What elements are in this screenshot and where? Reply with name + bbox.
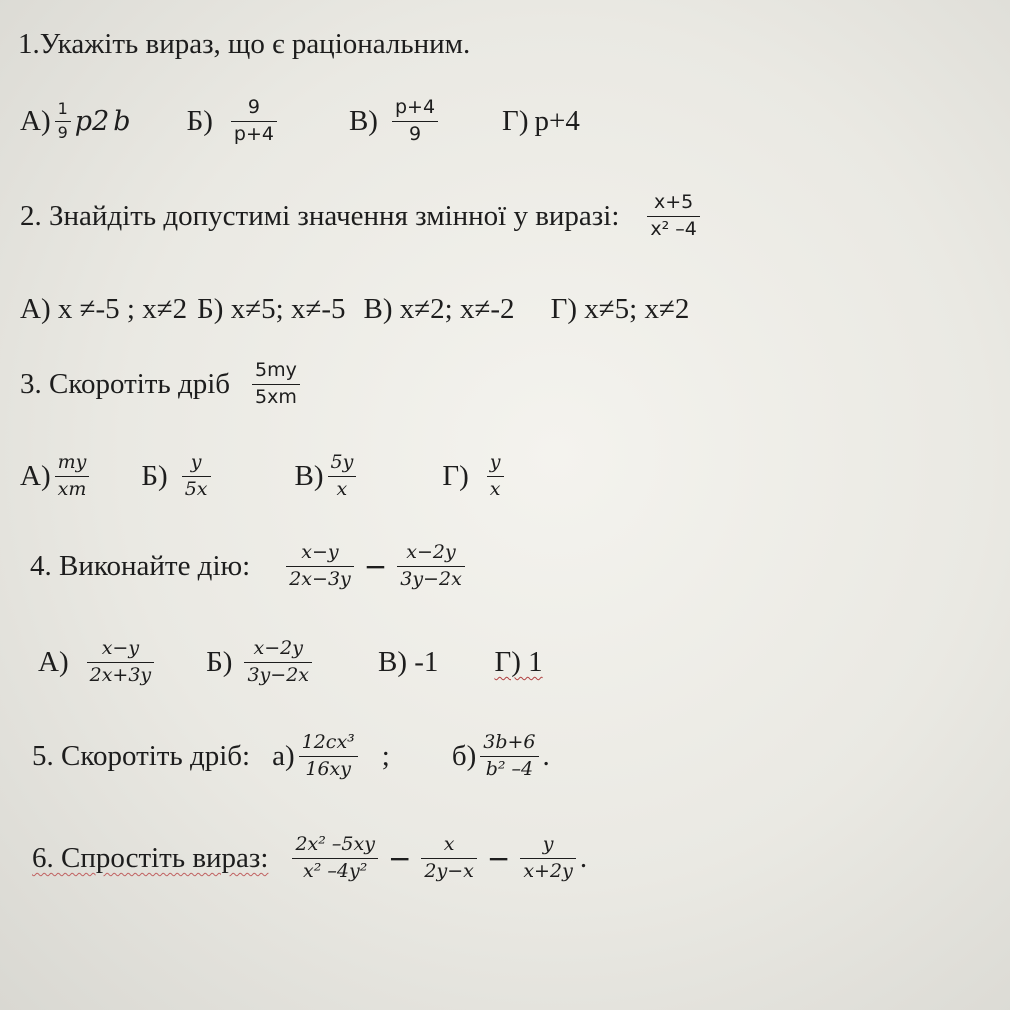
q2-expression xyxy=(647,192,700,241)
q6-period: . xyxy=(579,841,588,874)
q3-option-d xyxy=(442,452,507,501)
q1-option-c-fraction xyxy=(392,97,438,146)
q1-b-den: p+4 xyxy=(233,122,274,145)
fraction-bar xyxy=(480,756,538,757)
q6-fraction-2 xyxy=(421,834,476,883)
q1-option-b xyxy=(187,97,281,146)
q4-option-a-fraction xyxy=(87,638,155,687)
q3-b-num: y xyxy=(190,451,202,473)
q5-part-a-fraction xyxy=(299,732,358,781)
q1-option-d-label: Г) xyxy=(502,104,529,137)
q4-a-num: x−y xyxy=(101,637,140,659)
q4-option-d: Г) 1 xyxy=(494,645,543,678)
q5-part-a-label: а) xyxy=(272,739,295,772)
q1-option-b-fraction xyxy=(231,97,277,146)
question-3-options xyxy=(20,452,508,501)
q3-option-b-fraction xyxy=(182,452,211,501)
fraction-bar xyxy=(55,121,71,122)
q2-option-c: В) x≠2; x≠-2 xyxy=(363,293,515,325)
fraction-bar xyxy=(421,858,476,859)
q1-option-c xyxy=(349,97,442,146)
q1-option-b-label: Б) xyxy=(186,104,213,137)
fraction-bar xyxy=(292,858,378,859)
q5-a-den: 16xy xyxy=(305,757,352,780)
q1-option-d-text: p+4 xyxy=(534,104,580,137)
question-3-text: 3. Скоротіть дріб xyxy=(20,367,231,400)
q4-f1-num: x−y xyxy=(301,541,339,563)
q2-option-d: Г) x≠5; x≠2 xyxy=(550,293,690,325)
q6-f3-den: x+2y xyxy=(523,859,573,882)
q3-a-den: xm xyxy=(57,477,87,500)
fraction-bar xyxy=(55,476,90,477)
q1-c-num: p+4 xyxy=(394,96,436,118)
q2-num: x+5 xyxy=(653,191,694,213)
q4-option-b xyxy=(206,638,316,687)
q2-option-a: А) x ≠-5 ; x≠2 xyxy=(20,293,188,325)
q1-c-den: 9 xyxy=(408,122,422,145)
question-6-text: 6. Спростіть вираз: xyxy=(32,841,269,874)
q6-f2-num: x xyxy=(443,833,455,855)
fraction-bar xyxy=(392,121,438,122)
q4-option-b-fraction xyxy=(244,638,312,687)
question-4-text: 4. Виконайте дію: xyxy=(30,549,251,582)
q3-option-d-label: Г) xyxy=(442,459,469,492)
q5-part-b-fraction xyxy=(480,732,538,781)
q4-fraction-1 xyxy=(286,542,354,591)
question-5-text: 5. Скоротіть дріб: xyxy=(32,739,251,772)
q4-f2-den: 3y−2x xyxy=(400,567,462,590)
question-5 xyxy=(32,732,550,781)
q3-option-c xyxy=(295,452,361,501)
q5-part-b-label: б) xyxy=(451,739,477,772)
q6-fraction-3 xyxy=(520,834,575,883)
q1-option-c-label: В) xyxy=(348,104,378,137)
q6-f2-den: 2y−x xyxy=(424,859,474,882)
q3-option-c-fraction xyxy=(328,452,357,501)
q5-b-den: b² –4 xyxy=(485,757,534,780)
q3-expression xyxy=(252,360,300,409)
minus-sign: − xyxy=(363,549,388,583)
question-1 xyxy=(18,28,470,61)
q4-f1-den: 2x−3y xyxy=(289,567,351,590)
q3-option-a-label: А) xyxy=(20,459,51,492)
q3-num: 5my xyxy=(255,359,297,381)
fraction-bar xyxy=(328,476,357,477)
q4-option-b-label: Б) xyxy=(206,645,233,678)
q3-option-b xyxy=(141,452,214,501)
question-1-text: 1.Укажіть вираз, що є раціональним. xyxy=(18,28,471,60)
q5-period: . xyxy=(542,739,550,772)
fraction-bar xyxy=(87,662,155,663)
q2-den: x² –4 xyxy=(650,217,697,240)
question-2-options xyxy=(20,293,689,326)
q1-a-exp: 2 xyxy=(92,105,110,137)
question-1-options xyxy=(20,97,580,146)
fraction-bar xyxy=(286,566,354,567)
q1-option-a xyxy=(20,100,131,142)
q3-c-den: x xyxy=(336,477,348,500)
q4-option-c: В) -1 xyxy=(378,645,439,678)
q4-fraction-2 xyxy=(397,542,465,591)
q1-option-a-fraction xyxy=(55,100,71,142)
fraction-bar xyxy=(397,566,465,567)
q6-f3-num: y xyxy=(542,833,554,855)
question-6 xyxy=(32,834,587,883)
q3-option-a-fraction xyxy=(55,452,90,501)
q3-option-d-fraction xyxy=(487,452,504,501)
q1-a-num: 1 xyxy=(57,99,68,119)
minus-sign: − xyxy=(387,841,412,875)
fraction-bar xyxy=(231,121,277,122)
q1-a-var-b: b xyxy=(113,105,131,137)
q4-f2-num: x−2y xyxy=(406,541,456,563)
q3-option-c-label: В) xyxy=(294,459,324,492)
question-4 xyxy=(30,542,469,591)
q2-option-b: Б) x≠5; x≠-5 xyxy=(197,293,346,325)
fraction-bar xyxy=(182,476,211,477)
minus-sign: − xyxy=(486,841,511,875)
q1-a-den: 9 xyxy=(57,122,68,142)
q4-option-a-label: А) xyxy=(38,645,69,678)
q6-f1-num: 2x² –5xy xyxy=(295,833,375,855)
q1-option-d xyxy=(502,105,580,138)
q4-b-den: 3y−2x xyxy=(247,663,310,686)
q3-option-a xyxy=(20,452,93,501)
q3-c-num: 5y xyxy=(330,451,354,473)
fraction-bar xyxy=(244,662,312,663)
q3-den: 5xm xyxy=(255,385,297,408)
q6-f1-den: x² –4y² xyxy=(303,859,368,882)
q3-d-den: x xyxy=(489,477,501,500)
fraction-bar xyxy=(520,858,575,859)
q3-b-den: 5x xyxy=(184,477,208,500)
question-2 xyxy=(20,192,704,241)
question-4-options xyxy=(38,638,543,687)
q5-b-num: 3b+6 xyxy=(483,731,536,753)
q3-option-b-label: Б) xyxy=(141,459,168,492)
q6-fraction-1 xyxy=(292,834,378,883)
fraction-bar xyxy=(252,384,300,385)
q3-d-num: y xyxy=(489,451,501,473)
fraction-bar xyxy=(647,216,700,217)
question-3 xyxy=(20,360,304,409)
q4-option-a xyxy=(38,638,158,687)
fraction-bar xyxy=(299,756,358,757)
q3-a-num: my xyxy=(57,451,87,473)
q1-a-var-p: p xyxy=(74,105,93,137)
question-2-text: 2. Знайдіть допустимі значення змінної у виразі: xyxy=(20,199,620,232)
fraction-bar xyxy=(487,476,504,477)
q4-a-den: 2x+3y xyxy=(89,663,152,686)
q4-b-num: x−2y xyxy=(253,637,303,659)
q1-option-a-label: А) xyxy=(20,104,51,137)
q5-a-num: 12cx³ xyxy=(301,731,355,753)
q5-separator: ; xyxy=(381,739,390,772)
q1-b-num: 9 xyxy=(247,96,260,118)
